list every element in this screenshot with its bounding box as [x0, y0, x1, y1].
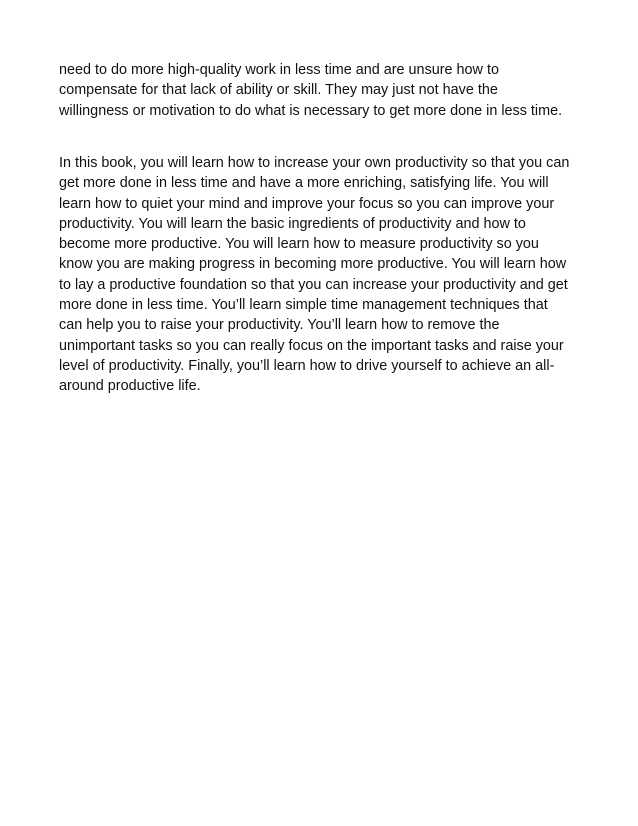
text-line: become more productive. You will learn how to measure productivity so you [59, 236, 539, 253]
text-line: around productive life. [59, 378, 201, 395]
text-line: get more done in less time and have a more enriching, satisfying life. You will [59, 175, 549, 192]
text-line: In this book, you will learn how to increase your own productivity so that you can [59, 155, 570, 171]
text-line: more done in less time. You’ll learn simple time management techniques that [59, 297, 548, 314]
text-line: unimportant tasks so you can really focus on the important tasks and raise your [59, 337, 564, 354]
text-line: know you are making progress in becoming more productive. You will learn how [59, 256, 567, 273]
paragraph-2 [59, 153, 589, 397]
text-line: level of productivity. Finally, you’ll learn how to drive yourself to achieve an all- [59, 357, 555, 374]
paragraph-1 [59, 60, 589, 121]
text-line: productivity. You will learn the basic ingredients of productivity and how to [59, 215, 526, 232]
text-line: to lay a productive foundation so that you can increase your productivity and get [59, 276, 568, 293]
text-line: learn how to quiet your mind and improve your focus so you can improve your [59, 195, 555, 212]
text-line: can help you to raise your productivity. You’ll learn how to remove the [59, 317, 500, 334]
text-line: compensate for that lack of ability or skill. They may just not have the [59, 82, 498, 99]
text-line: willingness or motivation to do what is necessary to get more done in less time. [59, 102, 563, 119]
text-line: need to do more high-quality work in less time and are unsure how to [59, 62, 499, 78]
